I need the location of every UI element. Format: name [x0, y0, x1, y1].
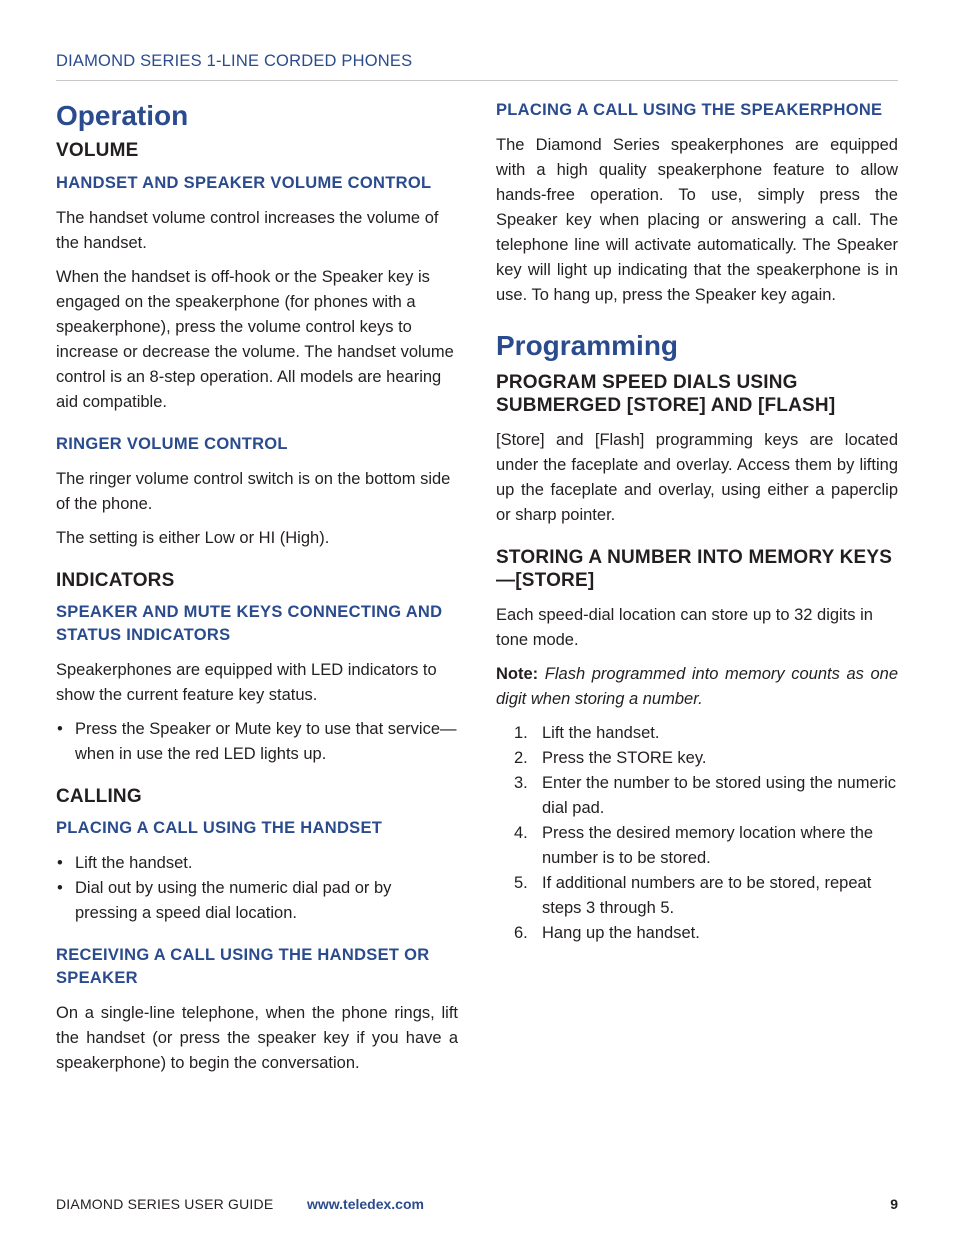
section-title-operation: Operation: [56, 100, 189, 131]
header-divider: [56, 80, 898, 81]
list-item: 1. Lift the handset.: [514, 724, 660, 742]
paragraph: The setting is either Low or HI (High).: [56, 529, 330, 547]
left-column: [56, 96, 458, 1076]
paragraph: Each speed-dial location can store up to 32 digits in tone mode.: [496, 606, 873, 649]
heading-ringer-volume: RINGER VOLUME CONTROL: [56, 435, 288, 453]
paragraph: On a single-line telephone, when the phone rings, lift the handset (or press the speaker key if you have a speakerphone) to begin the conversation.: [56, 1004, 458, 1072]
paragraph: When the handset is off-hook or the Speaker key is engaged on the speakerphone (for phones with a speakerphone), press the volume control keys to increase or decrease the volume. The handset volume control is an 8-step operation. All models are hearing aid compatible.: [56, 268, 454, 411]
heading-placing-call-speakerphone: PLACING A CALL USING THE SPEAKERPHONE: [496, 101, 883, 119]
list-item: 5. If additional numbers are to be stored, repeat steps 3 through 5.: [514, 874, 872, 917]
footer-website-link[interactable]: www.teledex.com: [307, 1196, 424, 1212]
bullet-list: [56, 851, 458, 926]
running-header: DIAMOND SERIES 1-LINE CORDED PHONES: [56, 52, 413, 70]
heading-speaker-mute-keys: SPEAKER AND MUTE KEYS CONNECTING AND STATUS INDICATORS: [56, 603, 443, 644]
list-item: 6. Hang up the handset.: [514, 924, 700, 942]
paragraph: The handset volume control increases the volume of the handset.: [56, 209, 439, 252]
heading-calling: CALLING: [56, 786, 142, 807]
footer-guide-title: DIAMOND SERIES USER GUIDE: [56, 1196, 274, 1212]
paragraph: The Diamond Series speakerphones are equipped with a high quality speakerphone feature to allow hands-free operation. To use, simply press the Speaker key when placing or answering a call. The telephone line will activate automatically. The Speaker key will light up indicating that the speakerphone is in use. To hang up, press the Speaker key again.: [496, 136, 898, 304]
list-item: • Lift the handset.: [56, 851, 458, 876]
paragraph: The ringer volume control switch is on the bottom side of the phone.: [56, 470, 451, 513]
heading-storing-number: STORING A NUMBER INTO MEMORY KEYS—[STORE]: [496, 547, 893, 591]
right-column: [496, 96, 898, 946]
note-text: Flash programmed into memory counts as one digit when storing a number.: [496, 665, 898, 708]
heading-handset-speaker-volume: HANDSET AND SPEAKER VOLUME CONTROL: [56, 174, 432, 192]
paragraph: Speakerphones are equipped with LED indicators to show the current feature key status.: [56, 661, 437, 704]
list-item: • Press the Speaker or Mute key to use that service—when in use the red LED lights up.: [56, 717, 458, 767]
list-item: 2. Press the STORE key.: [514, 749, 707, 767]
section-title-programming: Programming: [496, 330, 679, 361]
list-item: 4. Press the desired memory location where the number is to be stored.: [514, 824, 874, 867]
note-label: Note:: [496, 665, 539, 683]
paragraph: [Store] and [Flash] programming keys are located under the faceplate and overlay. Access them by lifting up the faceplate and overlay, using either a paperclip or sharp pointer.: [496, 431, 898, 524]
note: [496, 662, 898, 712]
heading-placing-call-handset: PLACING A CALL USING THE HANDSET: [56, 819, 383, 837]
heading-volume: VOLUME: [56, 140, 139, 161]
heading-indicators: INDICATORS: [56, 570, 175, 591]
page-number: 9: [890, 1196, 898, 1212]
numbered-steps: [496, 721, 898, 946]
bullet-list: [56, 717, 458, 767]
heading-program-speed-dials: PROGRAM SPEED DIALS USING SUBMERGED [STORE] AND [FLASH]: [496, 372, 836, 416]
heading-receiving-call: RECEIVING A CALL USING THE HANDSET OR SPEAKER: [56, 946, 430, 987]
list-item: • Dial out by using the numeric dial pad or by pressing a speed dial location.: [56, 876, 458, 926]
list-item: 3. Enter the number to be stored using the numeric dial pad.: [514, 774, 897, 817]
